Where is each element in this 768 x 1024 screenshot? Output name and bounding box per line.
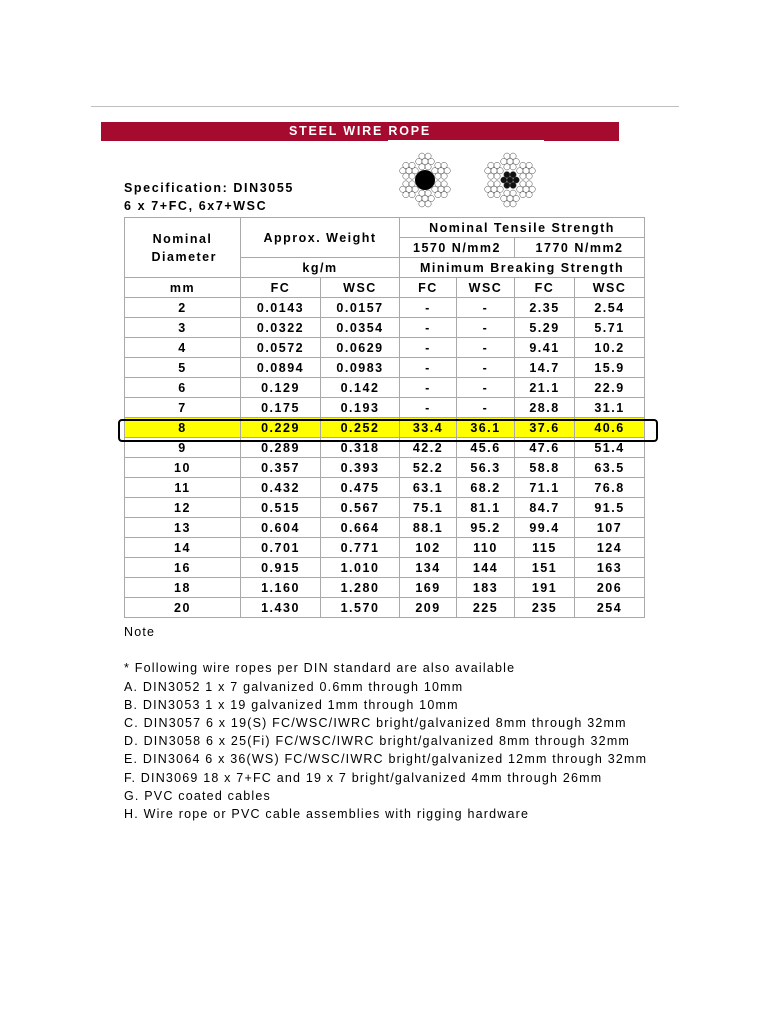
table-cell: 51.4 xyxy=(575,438,645,458)
note-item: F. DIN3069 18 x 7+FC and 19 x 7 bright/galvanized 4mm through 26mm xyxy=(124,770,603,785)
table-cell: 183 xyxy=(457,578,515,598)
table-cell: 6 xyxy=(125,378,241,398)
table-cell: 0.193 xyxy=(321,398,400,418)
table-cell: 0.0157 xyxy=(321,298,400,318)
table-cell: 0.701 xyxy=(241,538,321,558)
table-row xyxy=(125,298,645,318)
table-row xyxy=(125,498,645,518)
table-cell: 1.280 xyxy=(321,578,400,598)
table-cell: 2.54 xyxy=(575,298,645,318)
header-1770-wsc: WSC xyxy=(575,278,645,298)
table-cell: 63.1 xyxy=(400,478,457,498)
header-weight-fc: FC xyxy=(241,278,321,298)
table-cell: 45.6 xyxy=(457,438,515,458)
table-cell: - xyxy=(400,398,457,418)
table-cell: 0.0983 xyxy=(321,358,400,378)
table-cell: 84.7 xyxy=(515,498,575,518)
note-item: D. DIN3058 6 x 25(Fi) FC/WSC/IWRC bright/galvanized 8mm through 32mm xyxy=(124,734,631,749)
table-cell: 95.2 xyxy=(457,518,515,538)
table-cell: 36.1 xyxy=(457,418,515,438)
table-row xyxy=(125,378,645,398)
header-row-1 xyxy=(125,218,645,238)
note-item: H. Wire rope or PVC cable assemblies with rigging hardware xyxy=(124,806,530,821)
table-cell: 191 xyxy=(515,578,575,598)
table-cell: - xyxy=(457,398,515,418)
table-row xyxy=(125,358,645,378)
table-cell: 0.0894 xyxy=(241,358,321,378)
table-cell: - xyxy=(400,298,457,318)
table-cell: 124 xyxy=(575,538,645,558)
header-1570-wsc: WSC xyxy=(457,278,515,298)
table-cell: 0.0572 xyxy=(241,338,321,358)
header-nominal-diameter: Nominal Diameter xyxy=(125,218,241,278)
table-cell: 235 xyxy=(515,598,575,618)
table-cell: - xyxy=(457,378,515,398)
table-cell: 2.35 xyxy=(515,298,575,318)
note-item: G. PVC coated cables xyxy=(124,788,271,803)
table-cell: 0.567 xyxy=(321,498,400,518)
table-cell: 14.7 xyxy=(515,358,575,378)
table-cell: - xyxy=(457,358,515,378)
header-grade-1570: 1570 N/mm2 xyxy=(400,238,515,258)
table-cell: 5.71 xyxy=(575,318,645,338)
table-cell: 0.0629 xyxy=(321,338,400,358)
table-cell: 99.4 xyxy=(515,518,575,538)
header-1570-fc: FC xyxy=(400,278,457,298)
table-cell: 18 xyxy=(125,578,241,598)
table-cell: 0.393 xyxy=(321,458,400,478)
table-cell: 11 xyxy=(125,478,241,498)
table-cell: 20 xyxy=(125,598,241,618)
header-min-breaking-strength: Minimum Breaking Strength xyxy=(400,258,645,278)
table-cell: 40.6 xyxy=(575,418,645,438)
table-cell: 0.252 xyxy=(321,418,400,438)
table-cell: 33.4 xyxy=(400,418,457,438)
header-grade-1770: 1770 N/mm2 xyxy=(515,238,645,258)
table-row xyxy=(125,578,645,598)
table-cell: - xyxy=(400,338,457,358)
table-cell: 144 xyxy=(457,558,515,578)
table-cell: 115 xyxy=(515,538,575,558)
table-row xyxy=(125,318,645,338)
table-cell: 1.160 xyxy=(241,578,321,598)
table-cell: 0.229 xyxy=(241,418,321,438)
header-weight-unit: kg/m xyxy=(241,258,400,278)
notes-heading: Note xyxy=(124,625,156,639)
table-row xyxy=(125,558,645,578)
table-cell: 3 xyxy=(125,318,241,338)
table-cell: 31.1 xyxy=(575,398,645,418)
header-unit-mm: mm xyxy=(125,278,241,298)
construction-line: 6 x 7+FC, 6x7+WSC xyxy=(124,199,268,213)
table-cell: 0.432 xyxy=(241,478,321,498)
table-cell: 9.41 xyxy=(515,338,575,358)
table-cell: 0.915 xyxy=(241,558,321,578)
table-cell: 0.0143 xyxy=(241,298,321,318)
table-cell: 1.570 xyxy=(321,598,400,618)
table-cell: 169 xyxy=(400,578,457,598)
table-cell: 163 xyxy=(575,558,645,578)
table-cell: 2 xyxy=(125,298,241,318)
table-cell: 28.8 xyxy=(515,398,575,418)
table-cell: 68.2 xyxy=(457,478,515,498)
table-cell: 134 xyxy=(400,558,457,578)
note-item: C. DIN3057 6 x 19(S) FC/WSC/IWRC bright/galvanized 8mm through 32mm xyxy=(124,715,627,730)
table-row xyxy=(125,518,645,538)
table-cell: 58.8 xyxy=(515,458,575,478)
header-weight-wsc: WSC xyxy=(321,278,400,298)
table-cell: 151 xyxy=(515,558,575,578)
header-row-4 xyxy=(125,278,645,298)
table-cell: 1.430 xyxy=(241,598,321,618)
table-cell: 42.2 xyxy=(400,438,457,458)
table-cell: 21.1 xyxy=(515,378,575,398)
table-cell: 14 xyxy=(125,538,241,558)
table-cell: 206 xyxy=(575,578,645,598)
table-cell: 10.2 xyxy=(575,338,645,358)
table-cell: 7 xyxy=(125,398,241,418)
table-row xyxy=(125,478,645,498)
table-cell: 81.1 xyxy=(457,498,515,518)
table-row xyxy=(125,458,645,478)
table-cell: 75.1 xyxy=(400,498,457,518)
specification-line: Specification: DIN3055 xyxy=(124,181,294,195)
table-cell: 63.5 xyxy=(575,458,645,478)
table-cell: 0.129 xyxy=(241,378,321,398)
table-cell: - xyxy=(400,318,457,338)
table-cell: 0.771 xyxy=(321,538,400,558)
rope-cross-section-wsc-figure xyxy=(478,150,542,210)
table-cell: - xyxy=(400,378,457,398)
table-cell: 0.604 xyxy=(241,518,321,538)
document-title: STEEL WIRE ROPE xyxy=(101,122,619,141)
table-row xyxy=(125,398,645,418)
table-cell: 56.3 xyxy=(457,458,515,478)
table-cell: 5 xyxy=(125,358,241,378)
table-cell: - xyxy=(457,338,515,358)
table-cell: 16 xyxy=(125,558,241,578)
table-cell: 0.318 xyxy=(321,438,400,458)
table-cell: 88.1 xyxy=(400,518,457,538)
table-cell: 0.475 xyxy=(321,478,400,498)
table-cell: 0.175 xyxy=(241,398,321,418)
table-cell: 225 xyxy=(457,598,515,618)
table-cell: 0.0354 xyxy=(321,318,400,338)
table-row xyxy=(125,338,645,358)
notes-list xyxy=(124,678,648,821)
table-cell: 22.9 xyxy=(575,378,645,398)
table-cell: 13 xyxy=(125,518,241,538)
header-nominal-tensile-strength: Nominal Tensile Strength xyxy=(400,218,645,238)
table-cell: - xyxy=(457,318,515,338)
table-cell: 37.6 xyxy=(515,418,575,438)
table-cell: 15.9 xyxy=(575,358,645,378)
table-row xyxy=(125,598,645,618)
table-cell: 47.6 xyxy=(515,438,575,458)
table-cell: 0.0322 xyxy=(241,318,321,338)
table-cell: 0.289 xyxy=(241,438,321,458)
note-item: A. DIN3052 1 x 7 galvanized 0.6mm through 10mm xyxy=(124,679,464,694)
table-cell: 254 xyxy=(575,598,645,618)
spec-table xyxy=(124,217,645,618)
table-cell: 102 xyxy=(400,538,457,558)
notes-section xyxy=(124,623,648,821)
table-cell: 76.8 xyxy=(575,478,645,498)
rope-cross-section-fc-figure xyxy=(393,150,457,210)
note-item: B. DIN3053 1 x 19 galvanized 1mm through 10mm xyxy=(124,697,459,712)
table-cell: 8 xyxy=(125,418,241,438)
table-cell: 4 xyxy=(125,338,241,358)
table-cell: - xyxy=(400,358,457,378)
table-cell: 107 xyxy=(575,518,645,538)
table-cell: 110 xyxy=(457,538,515,558)
table-cell: 1.010 xyxy=(321,558,400,578)
table-cell: - xyxy=(457,298,515,318)
table-cell: 0.664 xyxy=(321,518,400,538)
table-cell: 5.29 xyxy=(515,318,575,338)
table-cell: 0.142 xyxy=(321,378,400,398)
table-cell: 209 xyxy=(400,598,457,618)
top-divider xyxy=(91,106,679,107)
table-cell: 12 xyxy=(125,498,241,518)
table-cell: 9 xyxy=(125,438,241,458)
table-cell: 0.357 xyxy=(241,458,321,478)
highlight-frame xyxy=(118,419,658,442)
table-cell: 10 xyxy=(125,458,241,478)
table-cell: 91.5 xyxy=(575,498,645,518)
table-cell: 0.515 xyxy=(241,498,321,518)
header-1770-fc: FC xyxy=(515,278,575,298)
table-cell: 52.2 xyxy=(400,458,457,478)
note-item: E. DIN3064 6 x 36(WS) FC/WSC/IWRC bright/galvanized 12mm through 32mm xyxy=(124,752,648,767)
table-row xyxy=(125,538,645,558)
header-approx-weight: Approx. Weight xyxy=(241,218,400,258)
notes-intro: * Following wire ropes per DIN standard are also available xyxy=(124,661,516,676)
table-cell: 71.1 xyxy=(515,478,575,498)
